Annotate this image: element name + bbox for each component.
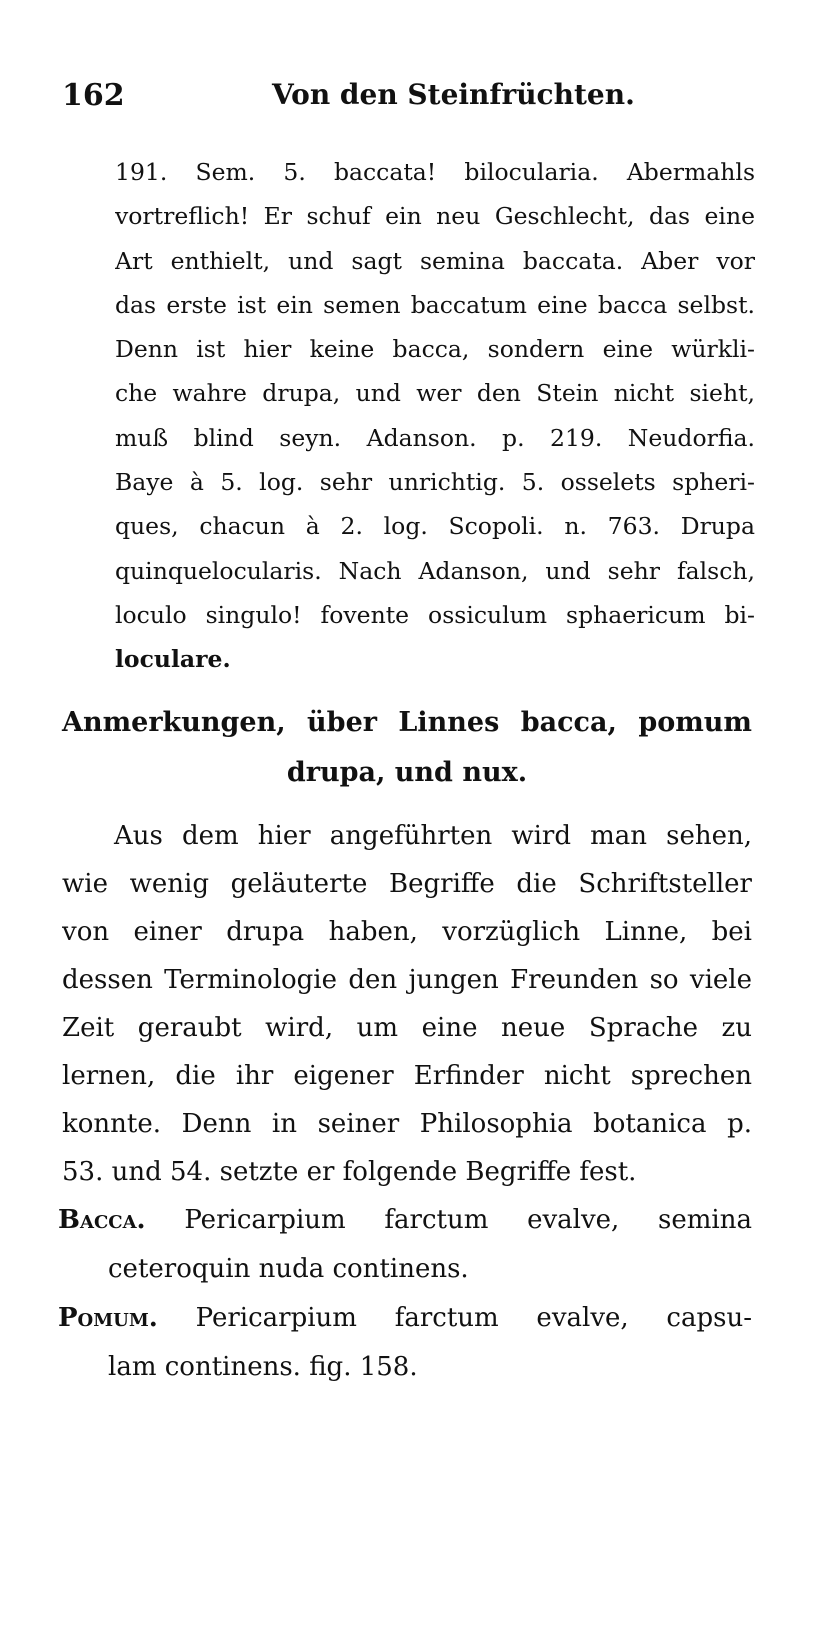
text-line: Art enthielt, und sagt semina baccata. Aber vor: [115, 246, 755, 275]
body-paragraph: [62, 812, 752, 1196]
text-line: ques, chacun à 2. log. Scopoli. n. 763. Drupa: [115, 512, 755, 541]
text-line: Zeit geraubt wird, um eine neue Sprache zu: [62, 1013, 752, 1043]
text-line: quinquelocularis. Nach Adanson, und sehr falsch,: [115, 556, 755, 585]
page-header: [62, 78, 782, 122]
text-line: loculare.: [115, 645, 231, 674]
definition-term: Bacca.: [58, 1205, 146, 1235]
definition-text: Pericarpium farctum evalve, capsu-: [195, 1303, 752, 1333]
heading-line: Anmerkungen, über Linnes bacca, pomum: [62, 707, 752, 738]
page-number: 162: [62, 78, 125, 113]
text-line: Baye à 5. log. sehr unrichtig. 5. osselets spheri-: [115, 468, 755, 497]
text-line: muß blind seyn. Adanson. p. 219. Neudorfia.: [115, 423, 755, 452]
definition-text: Pericarpium farctum evalve, semina: [184, 1205, 752, 1235]
entry-191-paragraph: [115, 150, 755, 682]
text-line: 191. Sem. 5. baccata! bilocularia. Abermahls: [115, 158, 755, 186]
definitions-list: [58, 1196, 752, 1392]
text-line: Aus dem hier angeführten wird man sehen,: [114, 821, 752, 851]
definition-continuation: lam continens. fig. 158.: [108, 1352, 418, 1382]
text-line: vortreflich! Er schuf ein neu Geschlecht, das eine: [115, 202, 755, 231]
definition-pomum: [58, 1294, 752, 1343]
text-line: dessen Terminologie den jungen Freunden so viele: [62, 965, 752, 995]
text-line: von einer drupa haben, vorzüglich Linne, bei: [62, 917, 752, 947]
text-line: che wahre drupa, und wer den Stein nicht sieht,: [115, 379, 755, 408]
text-line: konnte. Denn in seiner Philosophia botanica p.: [62, 1109, 752, 1139]
text-line: loculo singulo! fovente ossiculum sphaericum bi-: [115, 600, 755, 629]
text-line: wie wenig geläuterte Begriffe die Schriftsteller: [62, 869, 752, 899]
definition-continuation: ceteroquin nuda continens.: [108, 1254, 469, 1284]
definition-term: Pomum.: [58, 1303, 158, 1333]
text-line: lernen, die ihr eigener Erfinder nicht sprechen: [62, 1061, 752, 1091]
heading-line: drupa, und nux.: [286, 757, 528, 788]
text-line: das erste ist ein semen baccatum eine bacca selbst.: [115, 290, 755, 319]
definition-bacca: [58, 1196, 752, 1245]
section-heading: [62, 698, 752, 798]
running-head: Von den Steinfrüchten.: [272, 78, 635, 111]
text-line: Denn ist hier keine bacca, sondern eine würkli-: [115, 335, 755, 364]
text-line: 53. und 54. setzte er folgende Begriffe fest.: [62, 1157, 637, 1187]
